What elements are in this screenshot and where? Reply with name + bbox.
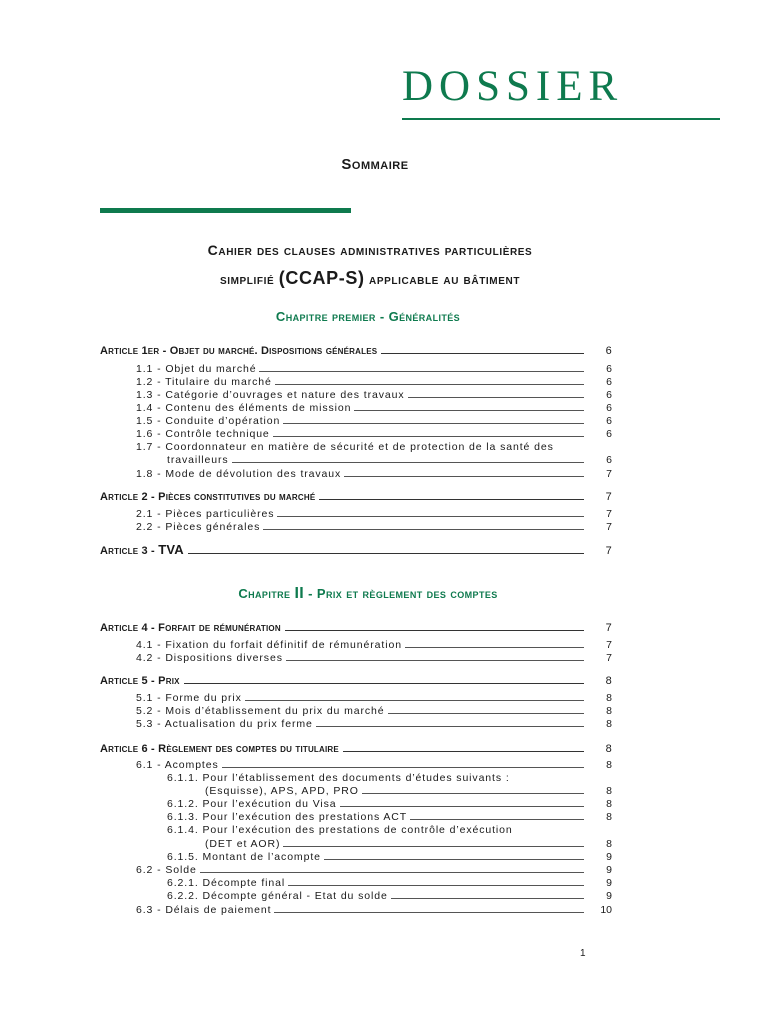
leader-line (263, 528, 584, 530)
article-3-page: 7 (605, 545, 612, 557)
entry-page: 8 (606, 692, 612, 704)
leader-line (324, 858, 584, 860)
entry-page: 6 (606, 389, 612, 401)
leader-line (319, 498, 584, 500)
entry-title: 1.2 - Titulaire du marché (136, 376, 272, 388)
article-6-title: Article 6 - Règlement des comptes du titulaire (100, 743, 339, 755)
toc-entry-6-2-1[interactable] (167, 876, 612, 889)
toc-article-1[interactable] (100, 341, 612, 357)
leader-line (245, 699, 584, 701)
entry-title: 5.3 - Actualisation du prix ferme (136, 718, 313, 730)
document-title-line1: Cahier des clauses administratives particulières (207, 242, 533, 258)
entry-title: 1.7 - Coordonnateur en matière de sécurité et de protection de la santé des (136, 441, 554, 453)
entry-title: 5.2 - Mois d’établissement du prix du marché (136, 705, 385, 717)
entry-page: 6 (606, 402, 612, 414)
toc-entry-1-7-line1[interactable] (136, 440, 612, 453)
header-rule (402, 118, 720, 120)
toc-entry-1-5[interactable] (136, 414, 612, 427)
toc-entry-1-4[interactable] (136, 401, 612, 414)
entry-title: 1.5 - Conduite d’opération (136, 415, 281, 427)
entry-title: 6.1 - Acomptes (136, 759, 219, 771)
toc-article-6[interactable] (100, 739, 612, 755)
chapter-2-heading (0, 585, 736, 603)
leader-line (340, 805, 584, 807)
entry-page: 9 (606, 890, 612, 902)
toc-article-5[interactable] (100, 671, 612, 687)
chapter-1-heading (0, 309, 736, 324)
entry-title: 6.3 - Délais de paiement (136, 904, 272, 916)
leader-line (354, 409, 584, 411)
leader-line (188, 552, 584, 554)
toc-entry-6-1[interactable] (136, 758, 612, 771)
leader-line (274, 911, 584, 913)
entry-page: 6 (606, 376, 612, 388)
entry-page: 10 (600, 904, 612, 916)
entry-title: 6.1.2. Pour l’exécution du Visa (167, 798, 337, 810)
leader-line (410, 818, 584, 820)
leader-line (283, 845, 584, 847)
entry-page: 8 (606, 798, 612, 810)
entry-title: 4.2 - Dispositions diverses (136, 652, 283, 664)
leader-line (381, 352, 584, 354)
entry-title: (DET et AOR) (205, 838, 281, 850)
toc-article-2[interactable] (100, 487, 612, 503)
leader-line (362, 792, 584, 794)
toc-entry-5-2[interactable] (136, 704, 612, 717)
toc-entry-6-1-4-line2[interactable] (205, 837, 612, 850)
entry-title: 6.2.1. Décompte final (167, 877, 286, 889)
toc-entry-6-1-4-line1[interactable] (167, 823, 513, 836)
leader-line (288, 884, 584, 886)
toc-entry-1-6[interactable] (136, 427, 612, 440)
entry-title: 1.6 - Contrôle technique (136, 428, 270, 440)
document-title-line2 (0, 264, 740, 293)
entry-page: 7 (606, 652, 612, 664)
entry-page: 7 (606, 521, 612, 533)
leader-line (277, 515, 584, 517)
leader-line (283, 422, 584, 424)
entry-title: (Esquisse), APS, APD, PRO (205, 785, 359, 797)
title-line2-pre: simplifié (219, 271, 275, 287)
entry-page: 6 (606, 363, 612, 375)
entry-page: 8 (606, 705, 612, 717)
entry-title: 4.1 - Fixation du forfait définitif de rémunération (136, 639, 402, 651)
chapter-2-numeral: II (294, 585, 305, 602)
toc-entry-6-1-3[interactable] (167, 810, 612, 823)
entry-title: travailleurs (167, 454, 229, 466)
toc-article-3[interactable] (100, 541, 612, 557)
article-3-title-tva: TVA (158, 542, 184, 557)
sommaire-rule (100, 208, 351, 213)
entry-page: 9 (606, 851, 612, 863)
leader-line (273, 435, 584, 437)
leader-line (405, 646, 584, 648)
article-5-title: Article 5 - Prix (100, 675, 180, 687)
leader-line (316, 725, 584, 727)
toc-entry-6-1-1-line1[interactable] (167, 771, 510, 784)
sommaire-text: Sommaire (341, 156, 409, 173)
entry-title: 6.1.4. Pour l’exécution des prestations de contrôle d’exécution (167, 824, 513, 836)
entry-page: 7 (606, 508, 612, 520)
toc-entry-6-3[interactable] (136, 903, 612, 916)
leader-line (388, 712, 584, 714)
toc-entry-6-2-2[interactable] (167, 889, 612, 902)
title-line2-post: applicable au bâtiment (369, 271, 521, 287)
leader-line (275, 383, 584, 385)
leader-line (232, 461, 584, 463)
entry-title: 6.2 - Solde (136, 864, 197, 876)
entry-title: 6.1.1. Pour l’établissement des documents d’études suivants : (167, 772, 510, 784)
entry-page: 6 (606, 428, 612, 440)
dossier-heading: DOSSIER (402, 63, 624, 110)
chapter-2-post: - Prix et règlement des comptes (308, 586, 498, 601)
entry-page: 6 (606, 415, 612, 427)
entry-page: 8 (606, 811, 612, 823)
article-3-title (100, 542, 184, 557)
entry-page: 7 (606, 468, 612, 480)
entry-title: 1.3 - Catégorie d’ouvrages et nature des travaux (136, 389, 405, 401)
entry-page: 8 (606, 759, 612, 771)
page-number: 1 (580, 948, 586, 959)
entry-page: 6 (606, 454, 612, 466)
leader-line (259, 370, 584, 372)
entry-page: 9 (606, 864, 612, 876)
leader-line (391, 897, 584, 899)
toc-entry-2-1[interactable] (136, 507, 612, 520)
article-4-page: 7 (605, 622, 612, 634)
leader-line (408, 396, 585, 398)
leader-line (222, 766, 584, 768)
entry-title: 2.2 - Pièces générales (136, 521, 261, 533)
toc-entry-4-1[interactable] (136, 638, 612, 651)
article-2-page: 7 (605, 491, 612, 503)
leader-line (343, 750, 584, 752)
toc-entry-5-3[interactable] (136, 717, 612, 730)
article-4-title: Article 4 - Forfait de rémunération (100, 622, 281, 634)
entry-title: 1.1 - Objet du marché (136, 363, 257, 375)
toc-entry-6-1-2[interactable] (167, 797, 612, 810)
toc-entry-1-1[interactable] (136, 362, 612, 375)
article-6-page: 8 (605, 743, 612, 755)
article-3-title-pre: Article 3 - (100, 545, 155, 557)
toc-article-4[interactable] (100, 618, 612, 634)
toc-entry-1-7-line2[interactable] (167, 453, 612, 466)
toc-entry-6-1-5[interactable] (167, 850, 612, 863)
article-5-page: 8 (605, 675, 612, 687)
entry-title: 2.1 - Pièces particulières (136, 508, 275, 520)
leader-line (200, 871, 584, 873)
article-1-title: Article 1er - Objet du marché. Dispositions générales (100, 345, 378, 357)
toc-entry-4-2[interactable] (136, 651, 612, 664)
entry-page: 8 (606, 785, 612, 797)
entry-title: 6.1.3. Pour l’exécution des prestations ACT (167, 811, 408, 823)
toc-entry-1-8[interactable] (136, 467, 612, 480)
chapter-1-text: Chapitre premier - Généralités (275, 309, 461, 324)
entry-page: 8 (606, 838, 612, 850)
toc-entry-1-3[interactable] (136, 388, 612, 401)
entry-title: 5.1 - Forme du prix (136, 692, 242, 704)
toc-entry-1-2[interactable] (136, 375, 612, 388)
chapter-2-pre: Chapitre (238, 586, 291, 601)
entry-title: 1.4 - Contenu des éléments de mission (136, 402, 352, 414)
entry-title: 6.1.5. Montant de l’acompte (167, 851, 321, 863)
leader-line (344, 475, 584, 477)
entry-page: 7 (606, 639, 612, 651)
entry-title: 1.8 - Mode de dévolution des travaux (136, 468, 342, 480)
entry-title: 6.2.2. Décompte général - Etat du solde (167, 890, 388, 902)
toc-entry-6-2[interactable] (136, 863, 612, 876)
toc-entry-6-1-1-line2[interactable] (205, 784, 612, 797)
leader-line (285, 629, 584, 631)
toc-entry-5-1[interactable] (136, 691, 612, 704)
title-line2-acronym: (CCAP-S) (278, 268, 365, 288)
toc-entry-2-2[interactable] (136, 520, 612, 533)
leader-line (286, 659, 584, 661)
leader-line (184, 682, 584, 684)
entry-page: 8 (606, 718, 612, 730)
document-title (0, 236, 740, 293)
article-2-title: Article 2 - Pièces constitutives du marché (100, 491, 316, 503)
sommaire-heading (0, 156, 750, 173)
entry-page: 9 (606, 877, 612, 889)
article-1-page: 6 (605, 345, 612, 357)
